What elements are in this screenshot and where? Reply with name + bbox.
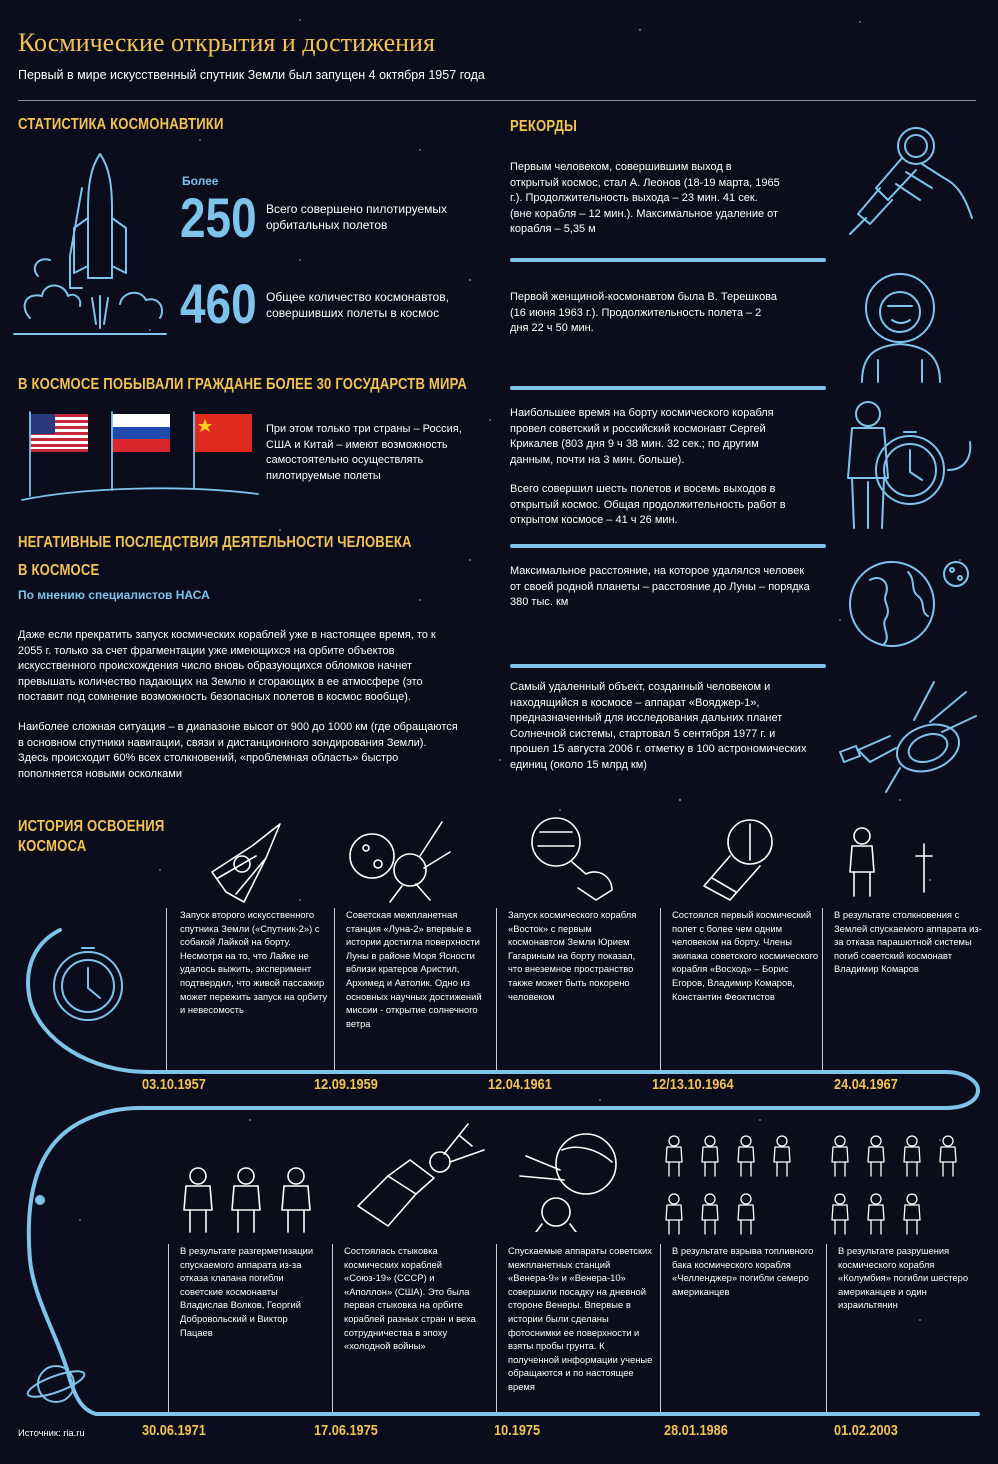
event-1971-date: 30.06.1971	[142, 1422, 206, 1439]
source-note: Источник: ria.ru	[18, 1427, 85, 1438]
timeline-connector	[822, 908, 823, 1070]
event-1961-date: 12.04.1961	[488, 1076, 552, 1093]
event-1959-text: Советская межпланетная станция «Луна-2» впервые в истории достигла поверхности Луны в районе Моря Ясности вблизи кратеров Аристил, Архимед и Автолик. Одно из основных научных достижений миссии - открытие солнечного ветра	[346, 909, 482, 1029]
event-2003-date: 01.02.2003	[834, 1422, 898, 1439]
event-1957-date: 03.10.1957	[142, 1076, 206, 1093]
event-1971-text: В результате разгерметизации спускаемого аппарата из-за отказа клапана погибли советские космонавты Владислав Волков, Георгий Добровольский и Виктор Пацаев	[180, 1245, 314, 1338]
event-1986-text: В результате взрыва топливного бака космического корабля «Челленджер» погибли семеро американцев	[672, 1245, 814, 1297]
negative-source: По мнению специалистов НАСА	[18, 588, 210, 602]
negative-heading-line1: НЕГАТИВНЫЕ ПОСЛЕДСТВИЯ ДЕЯТЕЛЬНОСТИ ЧЕЛОВЕКА	[18, 534, 412, 551]
event-1964-text: Состоялся первый космический полет с более чем одним человеком на борту. Члены экипажа советского космического корабля «Восход» – Борис Егоров, Владимир Комаров, Константин Феоктистов	[672, 909, 819, 1002]
timeline-connector	[660, 1244, 661, 1412]
timeline-connector	[168, 1244, 169, 1412]
timeline-connector	[334, 908, 335, 1070]
cosmonauts-text: Общее количество космонавтов, совершивших полеты в космос	[266, 290, 449, 320]
event-2003-text: В результате разрушения космического корабля «Колумбия» погибли шестеро американцев и один израильтянин	[838, 1245, 969, 1311]
countries-text: При этом только три страны – Россия, США и Китай – имеют возможность самостоятельно осуществлять пилотируемые полеты	[266, 423, 462, 482]
history-heading-line1: ИСТОРИЯ ОСВОЕНИЯ	[18, 818, 165, 835]
record-4-text: Максимальное расстояние, на которое удалялся человек от своей родной планеты – расстояние до Луны – порядка 380 тыс. км	[510, 565, 810, 608]
timeline-connector	[496, 908, 497, 1070]
voskhod-icon	[690, 816, 786, 904]
event-1975-venera-text: Спускаемые аппараты советских межпланетных станций «Венера-9» и «Венера-10» совершили посадку на дневной стороне Венеры. Впервые в истории были сделаны фотоснимки ее поверхности и взяты пробы грунта. К полученной информации ученые обращаются и по настоящее время	[508, 1245, 653, 1392]
record-2-text: Первой женщиной-космонавтом была В. Терешкова (16 июня 1963 г.). Продолжительность полета – 2 дня 22 ч 50 мин.	[510, 291, 778, 334]
records-heading: РЕКОРДЫ	[510, 118, 577, 135]
three-cosmonauts-icon	[180, 1164, 320, 1236]
event-1986-date: 28.01.1986	[664, 1422, 728, 1439]
record-3-text-2: Всего совершил шесть полетов и восемь выходов в открытый космос. Общая продолжительность работ в открытом космосе – 41 ч 26 мин.	[510, 483, 786, 526]
soyuz-apollo-icon	[348, 1116, 488, 1232]
venera-icon	[516, 1124, 636, 1232]
timeline-connector	[166, 908, 167, 1070]
timeline-connector	[660, 908, 661, 1070]
flights-text: Всего совершено пилотируемых орбитальных полетов	[266, 202, 448, 232]
record-1-text: Первым человеком, совершившим выход в открытый космос, стал А. Леонов (18-19 марта, 1965 г.). Продолжительность выхода – 23 мин. 41 сек. (вне корабля – 12 мин.). Максимальное удаление от корабля – 5,35 м	[510, 161, 780, 235]
record-5-text: Самый удаленный объект, созданный человеком и находящийся в космосе – аппарат «Вояджер-1», предназначенный для исследования дальних планет Солнечной системы, стартовал 5 сентября 1977 г. и прошел 15 августа 2006 г. отметку в 100 астрономических единиц (около 15 млрд км)	[510, 681, 807, 771]
event-1975-venera-date: 10.1975	[494, 1422, 541, 1439]
countries-heading: В КОСМОСЕ ПОБЫВАЛИ ГРАЖДАНЕ БОЛЕЕ 30 ГОСУДАРСТВ МИРА	[18, 376, 468, 393]
event-1975-soyuz-date: 17.06.1975	[314, 1422, 378, 1439]
page-subtitle: Первый в мире искусственный спутник Земли был запущен 4 октября 1957 года	[18, 68, 485, 82]
timeline-connector	[332, 1244, 333, 1412]
vostok-icon	[526, 812, 622, 904]
flights-number: 250	[180, 186, 257, 249]
event-1967-text: В результате столкновения с Землей спускаемого аппарата из-за отказа парашютной системы погиб советский космонавт Владимир Комаров	[834, 909, 982, 975]
timeline-connector	[826, 1244, 827, 1412]
cosmonauts-number: 460	[180, 272, 257, 335]
columbia-crew-icon	[830, 1134, 982, 1242]
negative-paragraph-1: Даже если прекратить запуск космических кораблей уже в настоящее время, то к 2055 г. только за счет фрагментации уже имеющихся на орбите объектов искусственного происхождения число вновь образующихся обломков начнет превышать количество падающих на Землю и сгорающих в ее атмосфере (это поставит под сомнение возможность безопасных полетов в космос вообще).	[18, 629, 436, 703]
event-1964-date: 12/13.10.1964	[652, 1076, 734, 1093]
page-title: Космические открытия и достижения	[18, 28, 435, 57]
seven-astronauts-icon	[664, 1134, 816, 1242]
stats-heading: СТАТИСТИКА КОСМОНАВТИКИ	[18, 116, 224, 133]
event-1975-soyuz-text: Состоялась стыковка космических кораблей «Союз-19» (СССР) и «Аполлон» (США). Это была первая стыковка на орбите кораблей разных стран и веха сотрудничества в эпоху «холодной войны»	[344, 1245, 476, 1352]
negative-paragraph-2: Наиболее сложная ситуация – в диапазоне высот от 900 до 1000 км (где обращаются в основном спутники навигации, связи и дистанционного зондирования Земли). Здесь происходит 60% всех столкновений, «проблемная область» быстро пополняется новыми осколками	[18, 721, 458, 780]
stats-more-label: Более	[182, 174, 219, 188]
negative-heading-line2: В КОСМОСЕ	[18, 562, 100, 579]
fallen-cosmonaut-icon	[844, 822, 954, 900]
sputnik-2-icon	[196, 816, 292, 906]
event-1967-date: 24.04.1967	[834, 1076, 898, 1093]
timeline-connector	[496, 1244, 497, 1412]
event-1959-date: 12.09.1959	[314, 1076, 378, 1093]
record-3-text: Наибольшее время на борту космического корабля провел советский и российский космонавт Сергей Крикалев (803 дня 9 ч 38 мин. 32 сек.; по другим данным, почти на 3 мин. больше).	[510, 407, 774, 466]
event-1961-text: Запуск космического корабля «Восток» с первым космонавтом Земли Юрием Гагариным на борту показал, что внеземное пространство также может быть покорено человеком	[508, 909, 637, 1002]
event-1957-text: Запуск второго искусственного спутника Земли («Спутник-2») с собакой Лайкой на борту. Несмотря на то, что Лайке не удалось выжить, эксперимент подтвердил, что живой пассажир может пережить запуск на орбиту и невесомость	[180, 909, 328, 1016]
luna-2-icon	[342, 812, 452, 904]
history-heading-line2: КОСМОСА	[18, 838, 87, 855]
